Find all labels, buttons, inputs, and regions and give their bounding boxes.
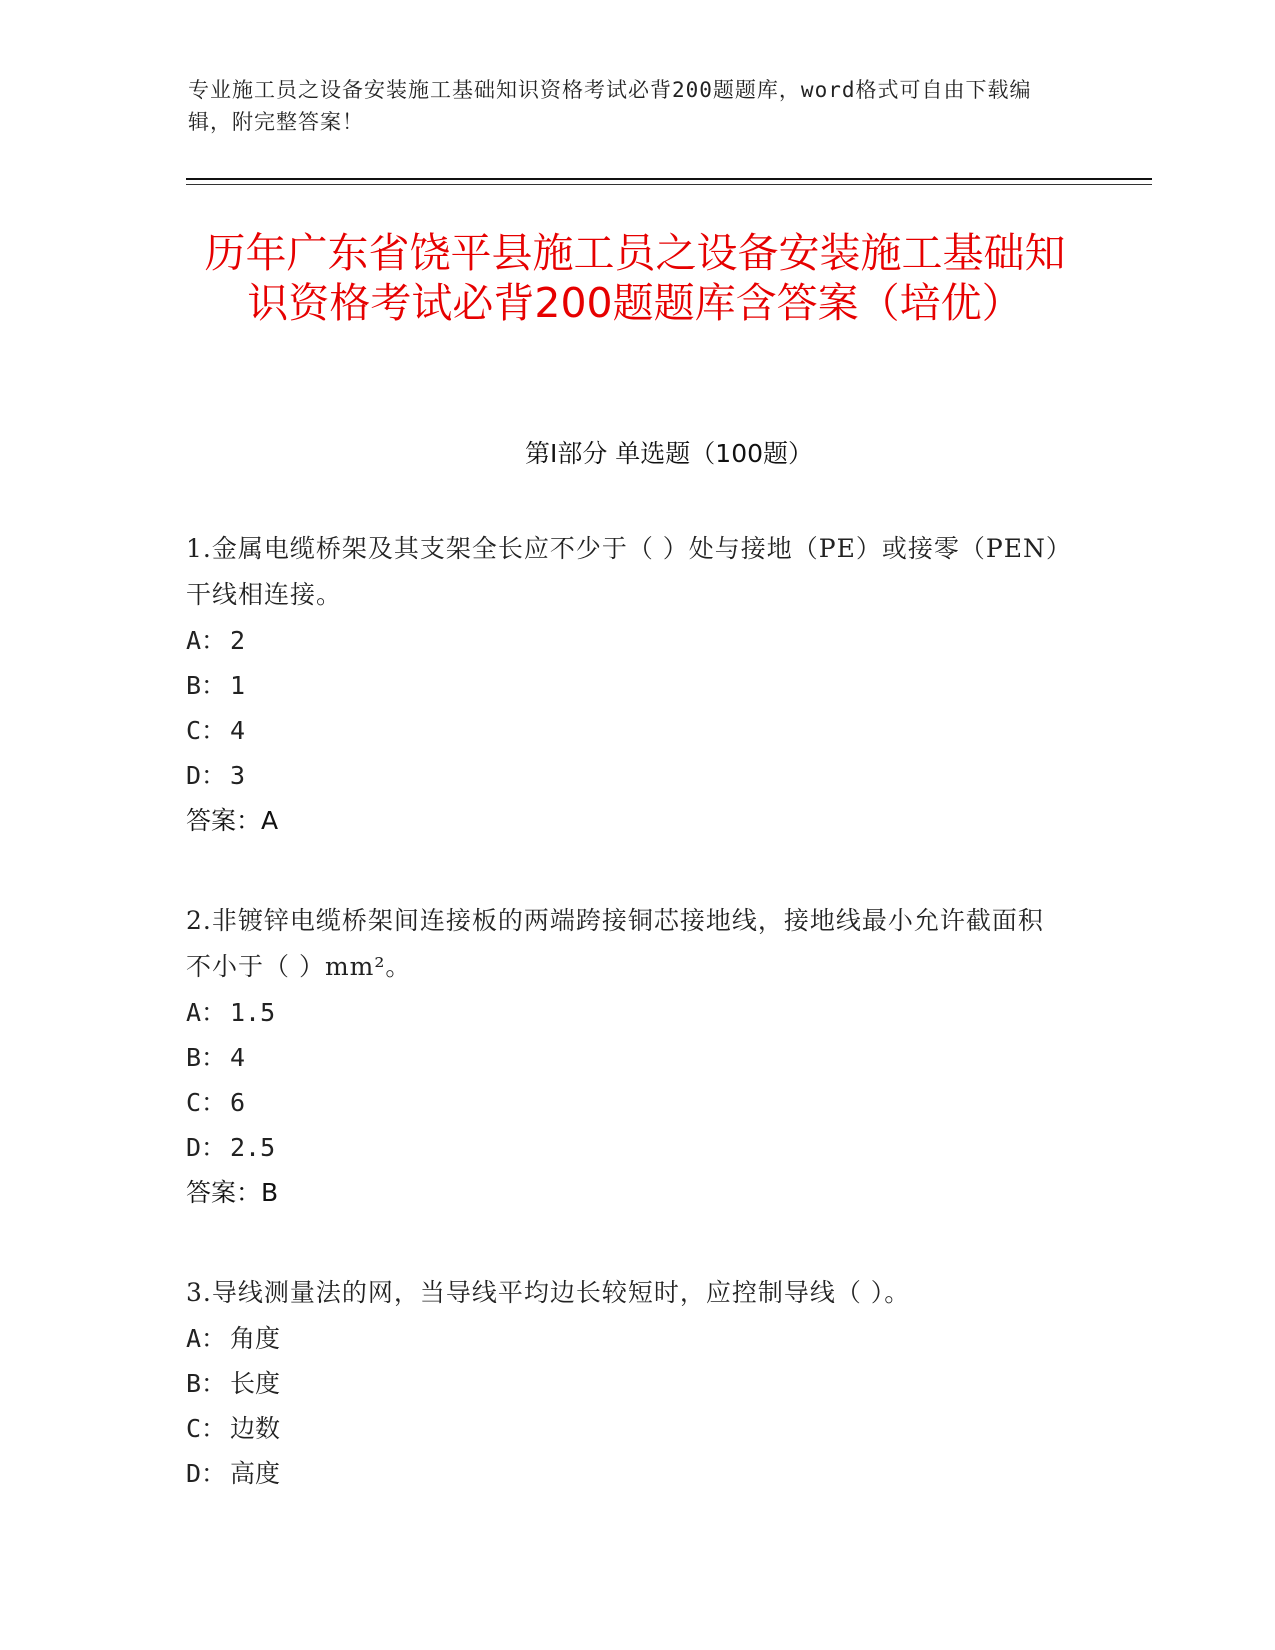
question-stem: 1.金属电缆桥架及其支架全长应不少于（ ）处与接地（PE）或接零（PEN）干线相连接。 [186, 534, 1060, 609]
option-c [186, 1080, 1066, 1125]
option-a [186, 1316, 1066, 1361]
option-label: D： [186, 1133, 227, 1162]
option-b [186, 1361, 1066, 1406]
option-text: 1 [230, 671, 246, 700]
header-note: 专业施工员之设备安装施工基础知识资格考试必背200题题库，word格式可自由下载编辑，附完整答案！ [188, 78, 1032, 134]
option-label: C： [186, 716, 227, 745]
option-c [186, 708, 1066, 753]
question-stem: 3.导线测量法的网，当导线平均边长较短时，应控制导线（ ）。 [186, 1278, 911, 1307]
question-1 [186, 526, 1066, 844]
question-3 [186, 1270, 1066, 1496]
option-text: 6 [230, 1088, 246, 1117]
option-text: 3 [230, 761, 246, 790]
option-label: A： [186, 1324, 227, 1353]
section-title: 第I部分 单选题（100题） [524, 439, 814, 468]
option-text: 2.5 [230, 1133, 276, 1162]
question-list [186, 526, 1066, 1550]
answer-text: 答案：B [186, 1178, 279, 1207]
answer-text: 答案：A [186, 806, 279, 835]
option-text: 高度 [230, 1459, 281, 1488]
option-a [186, 990, 1066, 1035]
option-text: 4 [230, 716, 246, 745]
option-label: B： [186, 671, 227, 700]
option-text: 边数 [230, 1414, 281, 1443]
option-d [186, 753, 1066, 798]
option-d [186, 1451, 1066, 1496]
question-stem: 2.非镀锌电缆桥架间连接板的两端跨接铜芯接地线，接地线最小允许截面积不小于（ ）mm²。 [186, 906, 1044, 981]
option-d [186, 1125, 1066, 1170]
option-text: 1.5 [230, 998, 276, 1027]
option-label: B： [186, 1369, 227, 1398]
option-text: 2 [230, 626, 246, 655]
option-b [186, 1035, 1066, 1080]
option-a [186, 618, 1066, 663]
option-label: C： [186, 1088, 227, 1117]
document-title: 历年广东省饶平县施工员之设备安装施工基础知识资格考试必背200题题库含答案（培优） [204, 229, 1066, 327]
option-label: D： [186, 1459, 227, 1488]
option-label: A： [186, 998, 227, 1027]
option-text: 4 [230, 1043, 246, 1072]
option-text: 长度 [230, 1369, 281, 1398]
header-divider-thin [186, 184, 1152, 185]
option-label: D： [186, 761, 227, 790]
option-text: 角度 [230, 1324, 281, 1353]
header-divider-thick [186, 178, 1152, 180]
question-2 [186, 898, 1066, 1216]
option-label: B： [186, 1043, 227, 1072]
option-c [186, 1406, 1066, 1451]
option-label: A： [186, 626, 227, 655]
option-label: C： [186, 1414, 227, 1443]
option-b [186, 663, 1066, 708]
